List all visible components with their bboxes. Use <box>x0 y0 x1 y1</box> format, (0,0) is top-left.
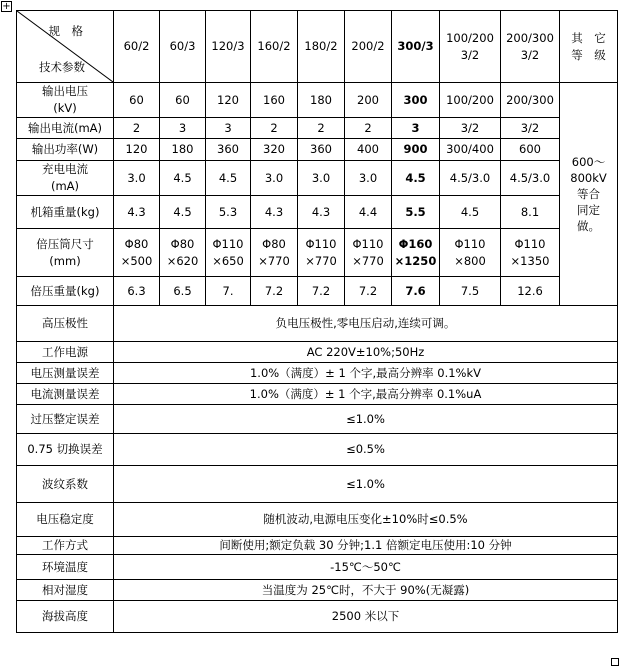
other-grade-note: 600～ 800kV 等合 同定 做。 <box>560 83 618 306</box>
row-label: 输出电压 (kV) <box>17 83 114 118</box>
table-row <box>17 161 618 196</box>
table-cell: 360 <box>206 139 251 161</box>
row-label: 波纹系数 <box>17 466 114 503</box>
model-header: 200/300 3/2 <box>501 11 560 83</box>
row-label: 工作电源 <box>17 342 114 363</box>
header-row <box>17 11 618 83</box>
span-value: ≤1.0% <box>114 405 618 434</box>
table-cell: 900 <box>392 139 440 161</box>
span-value: -15℃～50℃ <box>114 555 618 580</box>
table-cell: Φ110 ×770 <box>298 229 345 277</box>
table-cell: 5.5 <box>392 196 440 229</box>
table-cell: 7.5 <box>440 277 501 306</box>
table-cell: Φ110 ×770 <box>345 229 392 277</box>
table-cell: 5.3 <box>206 196 251 229</box>
table-cell: 4.4 <box>345 196 392 229</box>
table-cell: 300/400 <box>440 139 501 161</box>
row-label: 电压稳定度 <box>17 503 114 537</box>
table-cell: 3.0 <box>251 161 298 196</box>
row-label: 输出功率(W) <box>17 139 114 161</box>
table-cell: 6.5 <box>160 277 206 306</box>
table-cell: 4.5 <box>440 196 501 229</box>
table-cell: 4.5/3.0 <box>501 161 560 196</box>
row-label: 电压测量误差 <box>17 363 114 384</box>
span-value: ≤1.0% <box>114 466 618 503</box>
diagonal-header-cell <box>17 11 114 83</box>
table-row <box>17 503 618 537</box>
table-cell: 2 <box>298 118 345 139</box>
table-cell: 180 <box>160 139 206 161</box>
span-value: 负电压极性,零电压启动,连续可调。 <box>114 306 618 342</box>
model-header: 100/200 3/2 <box>440 11 501 83</box>
table-cell: Φ160 ×1250 <box>392 229 440 277</box>
table-cell: 60 <box>114 83 160 118</box>
table-cell: Φ80 ×770 <box>251 229 298 277</box>
row-label: 海拔高度 <box>17 601 114 633</box>
model-header: 160/2 <box>251 11 298 83</box>
row-label: 相对湿度 <box>17 580 114 601</box>
row-label: 电流测量误差 <box>17 384 114 405</box>
span-value: 当温度为 25℃时，不大于 90%(无凝露) <box>114 580 618 601</box>
row-label: 倍压重量(kg) <box>17 277 114 306</box>
table-cell: 2 <box>345 118 392 139</box>
table-cell: 4.3 <box>251 196 298 229</box>
row-label: 机箱重量(kg) <box>17 196 114 229</box>
table-cell: 200 <box>345 83 392 118</box>
model-header: 300/3 <box>392 11 440 83</box>
table-row <box>17 601 618 633</box>
model-header: 120/3 <box>206 11 251 83</box>
table-row <box>17 384 618 405</box>
table-cell: Φ110 ×1350 <box>501 229 560 277</box>
table-row <box>17 306 618 342</box>
table-cell: 6.3 <box>114 277 160 306</box>
table-row <box>17 196 618 229</box>
table-cell: Φ110 ×800 <box>440 229 501 277</box>
spec-table <box>16 10 618 633</box>
table-cell: 4.5 <box>160 161 206 196</box>
table-cell: 7.2 <box>345 277 392 306</box>
table-cell: 4.5/3.0 <box>440 161 501 196</box>
corner-spec-label: 规 格 <box>48 24 83 38</box>
table-cell: 3 <box>392 118 440 139</box>
row-label: 0.75 切换误差 <box>17 434 114 466</box>
table-cell: 400 <box>345 139 392 161</box>
table-cell: 12.6 <box>501 277 560 306</box>
table-cell: 4.5 <box>392 161 440 196</box>
table-row <box>17 466 618 503</box>
table-cell: 4.5 <box>206 161 251 196</box>
table-cell: 200/300 <box>501 83 560 118</box>
table-cell: 300 <box>392 83 440 118</box>
table-cell: 320 <box>251 139 298 161</box>
corner-param-label: 技术参数 <box>39 60 85 74</box>
table-cell: Φ80 ×500 <box>114 229 160 277</box>
row-label: 充电电流 (mA) <box>17 161 114 196</box>
table-row <box>17 580 618 601</box>
table-row <box>17 434 618 466</box>
table-row <box>17 139 618 161</box>
table-row <box>17 229 618 277</box>
model-header: 200/2 <box>345 11 392 83</box>
table-cell: 360 <box>298 139 345 161</box>
table-row <box>17 83 618 118</box>
table-row <box>17 118 618 139</box>
table-row <box>17 277 618 306</box>
span-value: ≤0.5% <box>114 434 618 466</box>
table-cell: 8.1 <box>501 196 560 229</box>
table-row <box>17 405 618 434</box>
table-resize-handle-icon[interactable] <box>611 658 619 666</box>
span-value: 1.0%（满度）± 1 个字,最高分辨率 0.1%kV <box>114 363 618 384</box>
table-row <box>17 363 618 384</box>
table-cell: 3.0 <box>298 161 345 196</box>
model-header: 180/2 <box>298 11 345 83</box>
span-value: AC 220V±10%;50Hz <box>114 342 618 363</box>
table-cell: 4.5 <box>160 196 206 229</box>
row-label: 倍压筒尺寸 (mm) <box>17 229 114 277</box>
span-value: 2500 米以下 <box>114 601 618 633</box>
table-cell: 3.0 <box>345 161 392 196</box>
table-cell: 3/2 <box>501 118 560 139</box>
row-label: 高压极性 <box>17 306 114 342</box>
table-cell: 7.2 <box>251 277 298 306</box>
table-cell: 3.0 <box>114 161 160 196</box>
table-cell: 3 <box>206 118 251 139</box>
table-row <box>17 342 618 363</box>
other-grade-header: 其 它 等 级 <box>560 11 618 83</box>
table-cell: 60 <box>160 83 206 118</box>
table-cell: 4.3 <box>114 196 160 229</box>
model-header: 60/3 <box>160 11 206 83</box>
table-move-handle-icon[interactable]: + <box>2 1 11 12</box>
table-cell: 7. <box>206 277 251 306</box>
table-cell: 120 <box>206 83 251 118</box>
table-cell: 7.6 <box>392 277 440 306</box>
span-value: 随机波动,电源电压变化±10%时≤0.5% <box>114 503 618 537</box>
row-label: 过压整定误差 <box>17 405 114 434</box>
table-cell: Φ80 ×620 <box>160 229 206 277</box>
table-cell: 7.2 <box>298 277 345 306</box>
table-row <box>17 555 618 580</box>
span-value: 1.0%（满度）± 1 个字,最高分辨率 0.1%uA <box>114 384 618 405</box>
row-label: 环境温度 <box>17 555 114 580</box>
table-cell: 2 <box>251 118 298 139</box>
table-cell: 600 <box>501 139 560 161</box>
table-cell: 160 <box>251 83 298 118</box>
table-row <box>17 537 618 555</box>
table-cell: 3 <box>160 118 206 139</box>
span-value: 间断使用;额定负载 30 分钟;1.1 倍额定电压使用:10 分钟 <box>114 537 618 555</box>
row-label: 工作方式 <box>17 537 114 555</box>
table-cell: 100/200 <box>440 83 501 118</box>
row-label: 输出电流(mA) <box>17 118 114 139</box>
table-cell: 180 <box>298 83 345 118</box>
model-header: 60/2 <box>114 11 160 83</box>
table-cell: 4.3 <box>298 196 345 229</box>
table-cell: 3/2 <box>440 118 501 139</box>
table-cell: 2 <box>114 118 160 139</box>
table-cell: 120 <box>114 139 160 161</box>
table-cell: Φ110 ×650 <box>206 229 251 277</box>
